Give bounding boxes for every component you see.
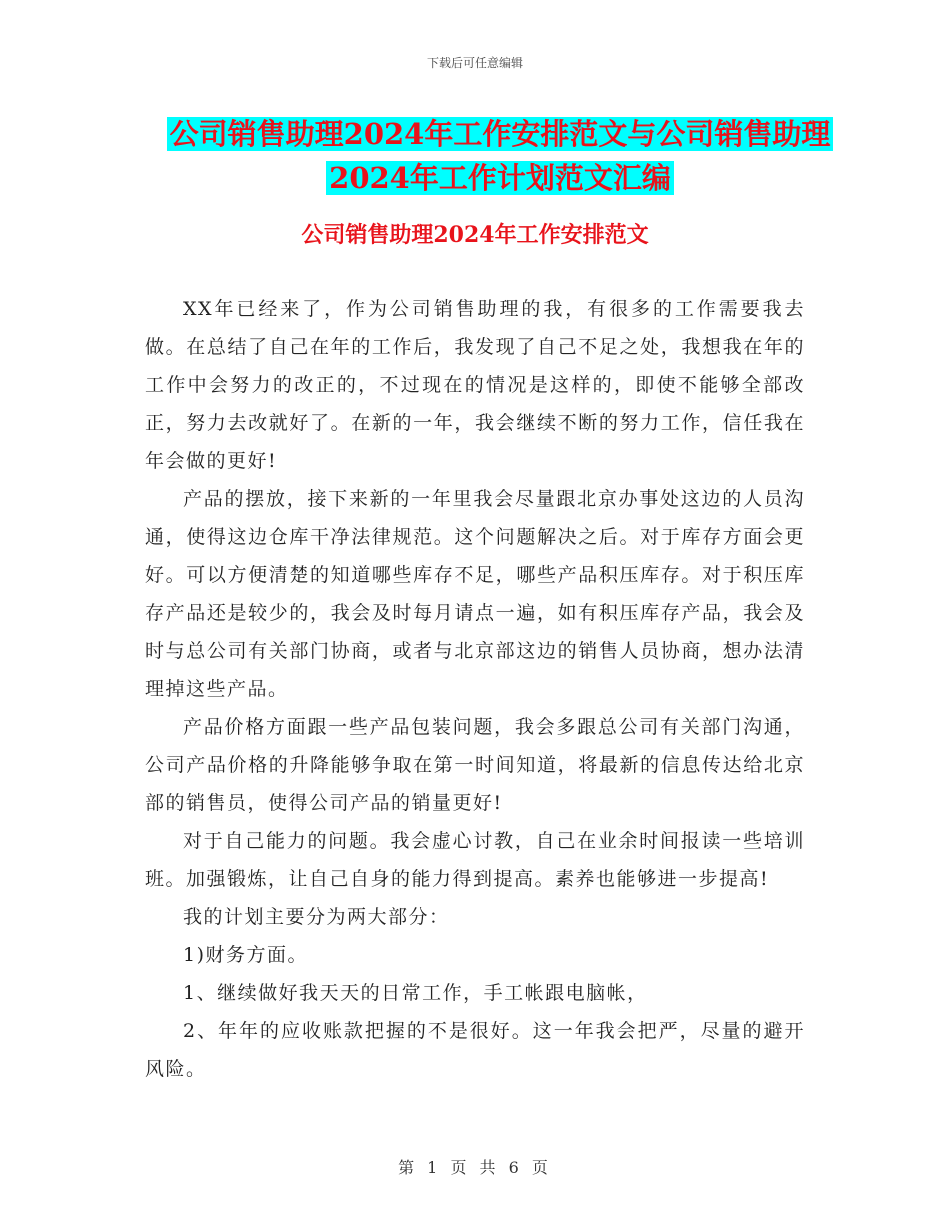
- paragraph: 我的计划主要分为两大部分：: [183, 906, 450, 928]
- document-title: [140, 112, 860, 200]
- section-title: 公司销售助理2024年工作安排范文: [301, 222, 649, 248]
- title-line-1: 公司销售助理2024年工作安排范文与公司销售助理: [167, 117, 834, 151]
- header-note: 下载后可任意编辑: [426, 56, 523, 70]
- paragraph: 1)财务方面。: [183, 944, 309, 966]
- document-body: [145, 290, 805, 1088]
- paragraph: XX年已经来了，作为公司销售助理的我，有很多的工作需要我去做。在总结了自己在年的工作后，我发现了自己不足之处，我想我在年的工作中会努力的改正的，不过现在的情况是这样的，即使不能够全部改正，努力去改就好了。在新的一年，我会继续不断的努力工作，信任我在年会做的更好!: [145, 298, 805, 472]
- paragraph: 2、年年的应收账款把握的不是很好。这一年我会把严，尽量的避开风险。: [145, 1020, 805, 1080]
- paragraph: 产品价格方面跟一些产品包装问题，我会多跟总公司有关部门沟通，公司产品价格的升降能够争取在第一时间知道，将最新的信息传达给北京部的销售员，使得公司产品的销量更好!: [145, 716, 805, 814]
- paragraph: 1、继续做好我天天的日常工作，手工帐跟电脑帐，: [183, 982, 648, 1004]
- title-line-2: 2024年工作计划范文汇编: [326, 161, 674, 195]
- page-footer: 第 1 页 共 6 页: [398, 1158, 552, 1177]
- paragraph: 产品的摆放，接下来新的一年里我会尽量跟北京办事处这边的人员沟通，使得这边仓库干净法律规范。这个问题解决之后。对于库存方面会更好。可以方便清楚的知道哪些库存不足，哪些产品积压库存。对于积压库存产品还是较少的，我会及时每月请点一遍，如有积压库存产品，我会及时与总公司有关部门协商，或者与北京部这边的销售人员协商，想办法清理掉这些产品。: [145, 488, 805, 700]
- paragraph: 对于自己能力的问题。我会虚心讨教，自己在业余时间报读一些培训班。加强锻炼，让自己自身的能力得到提高。素养也能够进一步提高!: [145, 830, 805, 890]
